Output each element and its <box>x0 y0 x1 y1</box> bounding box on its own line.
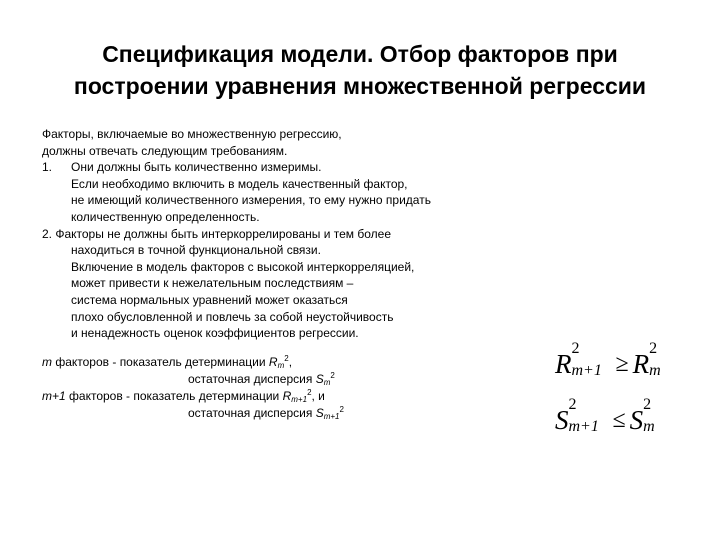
item-2-cont-2: Включение в модель факторов с высокой интеркорреляцией, <box>71 259 415 274</box>
resid-text: остаточная дисперсия <box>188 406 316 420</box>
item-2: 2. Факторы не должны быть интеркоррелированы и тем более <box>42 226 391 241</box>
m-variable: m <box>42 355 52 369</box>
item-2-cont-4: система нормальных уравнений может оказаться <box>71 292 348 307</box>
less-equal-sign: ≤ <box>612 406 626 433</box>
formula-s-left: S <box>555 404 569 435</box>
formula-r-right: R <box>632 348 650 379</box>
s-squared-inequality <box>555 395 683 435</box>
item-2-cont-5: плохо обусловленной и повлечь за собой неустойчивость <box>71 309 394 324</box>
m-factors-text: факторов - показатель детерминации <box>52 355 269 369</box>
item-1-text: Они должны быть количественно измеримы. <box>71 160 322 175</box>
item-2-cont-6: и ненадежность оценок коэффициентов регрессии. <box>71 326 359 341</box>
formula-s-right-sup: 2 <box>643 395 652 413</box>
title-line-1: Спецификация модели. Отбор факторов при <box>102 41 618 67</box>
item-2-cont-3: может привести к нежелательным последствиям – <box>71 276 354 291</box>
title-line-2: построении уравнения множественной регрессии <box>73 73 647 99</box>
formula-s-left-sup: 2 <box>568 395 577 413</box>
m1-resid-line <box>42 405 542 422</box>
formula-s-right: S <box>629 404 644 435</box>
resid-text: остаточная дисперсия <box>188 372 316 386</box>
item-2-cont-1: находиться в точной функциональной связи. <box>71 243 321 258</box>
m-resid-line <box>42 371 542 388</box>
formula-r-right-sup: 2 <box>649 339 658 357</box>
r-superscript: 2 <box>307 388 312 397</box>
formula-s-left-sub: m+1 <box>568 417 599 435</box>
s-superscript: 2 <box>330 371 335 380</box>
m1-factors-line <box>42 388 542 405</box>
greater-equal-sign: ≥ <box>615 350 629 377</box>
r-symbol: R <box>282 389 292 403</box>
comma: , <box>288 355 293 369</box>
item-1 <box>42 159 562 176</box>
formula-r-right-sub: m <box>649 361 661 379</box>
factor-comparison-text <box>42 354 542 422</box>
m1-variable: m+1 <box>42 389 66 403</box>
item-1-cont-2: не имеющий количественного измерения, то ему нужно придать <box>71 193 431 208</box>
s-subscript: m+1 <box>323 412 340 421</box>
formula-r-left-sup: 2 <box>571 339 580 357</box>
item-1-number: 1. <box>42 160 53 175</box>
r-symbol: R <box>268 355 278 369</box>
m1-factors-text: факторов - показатель детерминации <box>65 389 283 403</box>
intro-line-1: Факторы, включаемые во множественную регрессию, <box>42 127 342 141</box>
formula-s-right-sub: m <box>643 417 655 435</box>
item-1-cont-3: количественную определенность. <box>71 209 260 224</box>
and-text: , и <box>311 389 325 403</box>
r-subscript: m <box>277 361 285 370</box>
s-superscript: 2 <box>339 405 344 414</box>
formula-r-left: R <box>555 348 572 379</box>
requirements-text <box>42 126 562 342</box>
r-superscript: 2 <box>284 354 289 363</box>
m-factors-line <box>42 354 542 371</box>
formula-r-left-sub: m+1 <box>571 361 602 379</box>
s-subscript: m <box>323 378 331 387</box>
intro-line-2: должны отвечать следующим требованиям. <box>42 143 288 158</box>
item-1-cont-1: Если необходимо включить в модель качественный фактор, <box>71 176 408 191</box>
page-title <box>30 38 690 102</box>
r-squared-inequality <box>555 339 689 379</box>
s-symbol: S <box>315 372 324 386</box>
s-symbol: S <box>315 406 324 420</box>
r-subscript: m+1 <box>291 395 308 404</box>
